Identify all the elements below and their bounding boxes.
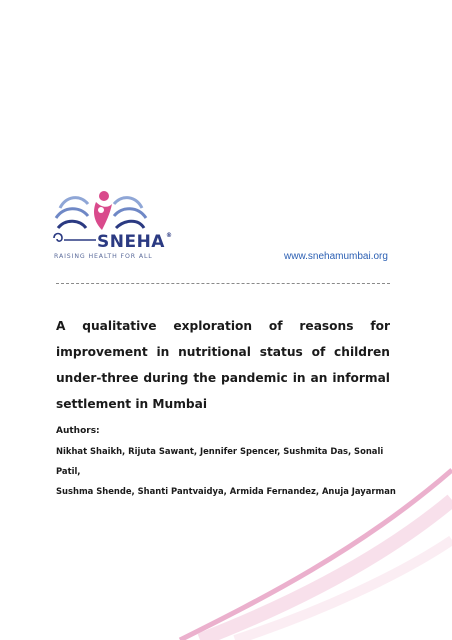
authors-list (56, 441, 396, 501)
authors-label: Authors: (56, 426, 100, 436)
dashed-divider (56, 283, 390, 284)
authors-line-2: Sushma Shende, Shanti Pantvaidya, Armida Fernandez, Anuja Jayarman (56, 486, 396, 496)
sneha-logo (52, 186, 173, 262)
document-title: A qualitative exploration of reasons for improvement in nutritional status of children under-three during the pandemic in an informal settlement in Mumbai (56, 319, 390, 411)
logo-tagline: RAISING HEALTH FOR ALL (54, 253, 153, 260)
logo-wordmark: SNEHA® (97, 232, 173, 252)
website-url[interactable]: www.snehamumbai.org (284, 251, 388, 262)
authors-line-1: Nikhat Shaikh, Rijuta Sawant, Jennifer Spencer, Sushmita Das, Sonali Patil, (56, 446, 384, 476)
